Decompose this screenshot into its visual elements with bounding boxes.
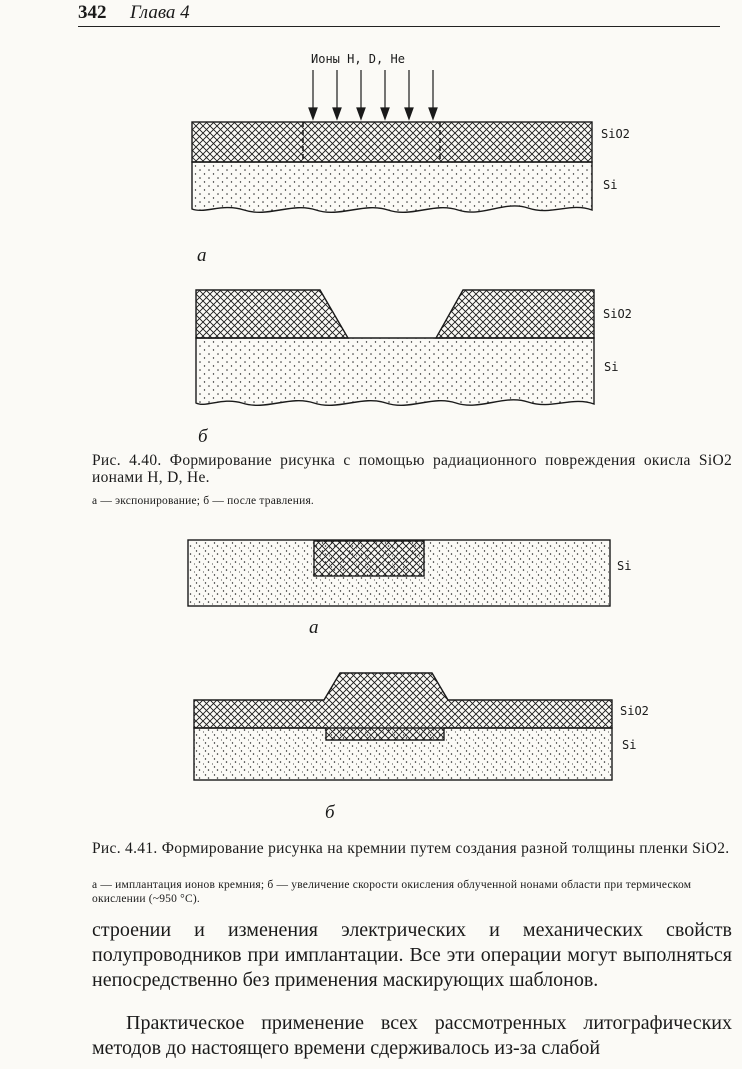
figure-4-41-caption: Рис. 4.41. Формирование рисунка на кремнии путем создания разной толщины пленки SiO2.	[92, 840, 730, 857]
subfigure-a-label: а	[197, 245, 207, 266]
si-label: Si	[617, 559, 632, 573]
sio2-label: SiO2	[601, 127, 630, 141]
sio2-label: SiO2	[603, 307, 632, 321]
fig-4-40b	[196, 290, 632, 447]
si-substrate	[192, 162, 592, 212]
sio2-left-block	[196, 290, 348, 338]
figure-4-40-legend: а — экспонирование; б — после травления.	[92, 495, 315, 507]
ions-label: Ионы H, D, He	[311, 52, 405, 66]
ion-arrows	[309, 70, 437, 119]
sio2-label: SiO2	[620, 704, 649, 718]
subfigure-b-label: б	[198, 426, 208, 447]
si-substrate	[196, 338, 594, 405]
fig-4-41a	[188, 540, 631, 638]
figure-4-40-caption: Рис. 4.40. Формирование рисунка с помощью радиационного повреждения окисла SiO2 ионами H, D, He.	[92, 452, 732, 486]
sio2-layer	[192, 122, 592, 162]
chapter-title: Глава 4	[130, 2, 190, 23]
implanted-region	[314, 541, 424, 576]
figure-4-41-legend: а — имплантация ионов кремния; б — увеличение скорости окисления облученной нонами области при термическом окислении (~950 °С).	[92, 879, 692, 905]
page-number: 342	[78, 2, 107, 23]
si-label: Si	[622, 738, 637, 752]
body-paragraph-1: строении и изменения электрических и механических свойств полупроводников при имплантации. Все эти операции могут выполняться непосредственно без применения маскирующих шаблонов.	[92, 919, 732, 991]
si-label: Si	[604, 360, 619, 374]
fig-4-41b	[194, 673, 649, 823]
si-label: Si	[603, 178, 618, 192]
sio2-right-block	[436, 290, 594, 338]
fig-4-40a	[192, 52, 630, 266]
body-paragraph-2: Практическое применение всех рассмотренных литографических методов до настоящего времени сдерживалось из-за слабой	[92, 1012, 732, 1059]
subfigure-a-label: а	[309, 617, 319, 638]
subfigure-b-label: б	[325, 802, 335, 823]
